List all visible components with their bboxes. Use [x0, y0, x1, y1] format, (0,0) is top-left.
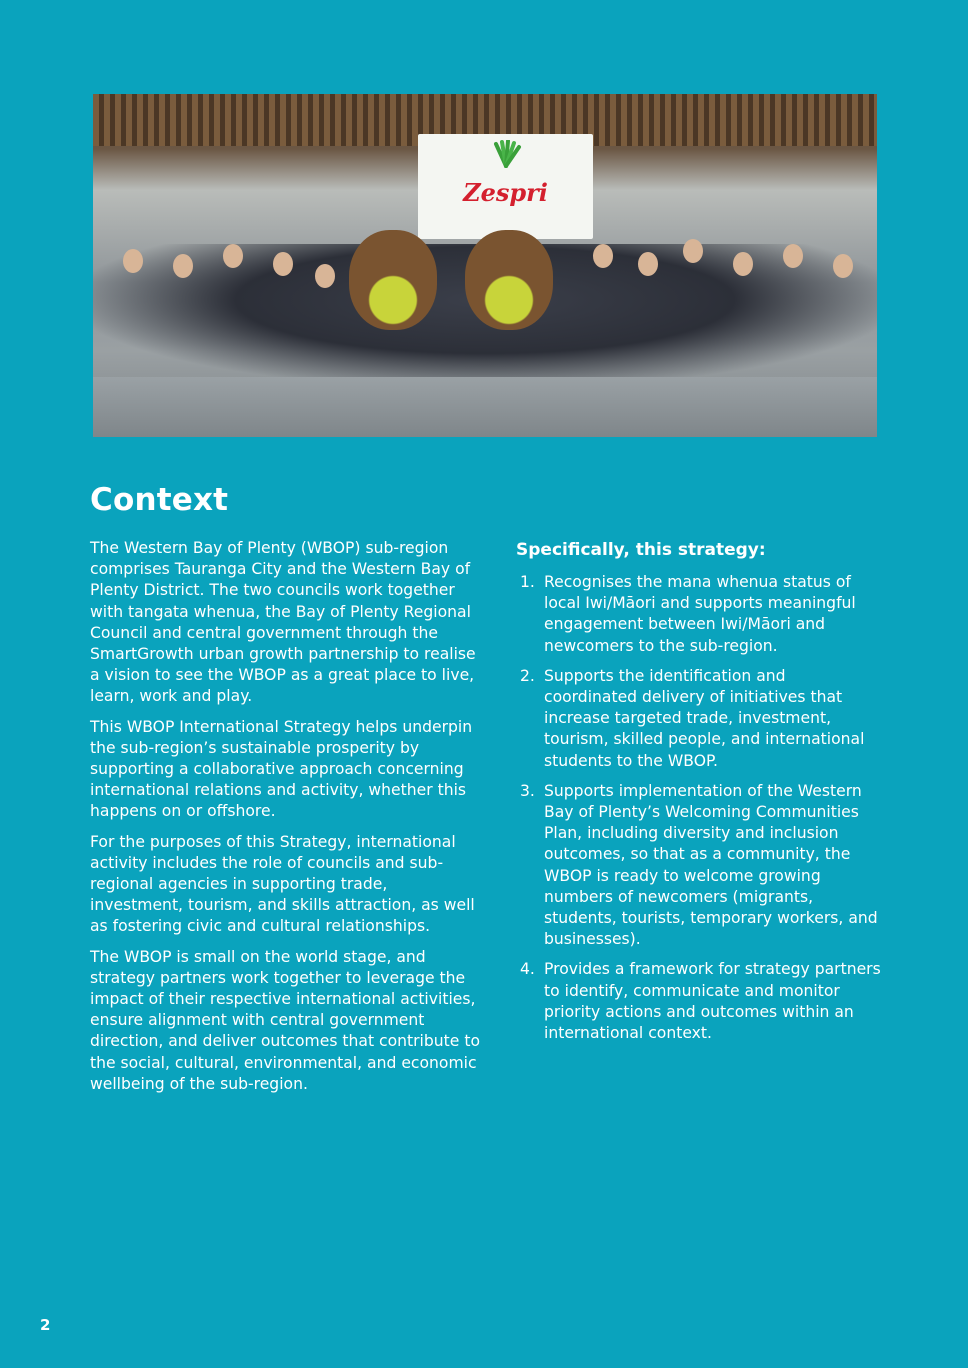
kiwifruit-mascot	[349, 230, 437, 330]
strategy-subheading: Specifically, this strategy:	[516, 540, 766, 560]
page-number: 2	[40, 1316, 51, 1334]
list-text: Supports the identification and coordinated delivery of initiatives that increase targeted trade, investment, tourism, skilled people, and international students to the WBOP.	[544, 666, 865, 770]
context-heading: Context	[90, 482, 229, 518]
context-paragraph: For the purposes of this Strategy, international activity includes the role of councils and sub-regional agencies in supporting trade, investment, tourism, and skills attraction, as well as fostering civic and cultural relationships.	[90, 832, 475, 936]
list-item	[516, 572, 881, 657]
zespri-leaf-icon	[490, 140, 522, 168]
list-number: 1.	[520, 573, 535, 591]
person	[683, 239, 703, 263]
list-text: Provides a framework for strategy partners to identify, communicate and monitor priority actions and outcomes within an international context.	[544, 960, 881, 1043]
person	[223, 244, 243, 268]
person	[638, 252, 658, 276]
list-text: Recognises the mana whenua status of local Iwi/Māori and supports meaningful engagement between Iwi/Māori and newcomers to the sub-region.	[544, 573, 856, 655]
context-paragraph: The Western Bay of Plenty (WBOP) sub-region comprises Tauranga City and the Western Bay of Plenty District. The two councils work together with tangata whenua, the Bay of Plenty Regional Council and central government through the SmartGrowth urban growth partnership to realise a vision to see the WBOP as a great place to live, learn, work and play.	[90, 539, 476, 706]
floor	[93, 377, 877, 437]
context-paragraph: This WBOP International Strategy helps underpin the sub-region’s sustainable prosperity by supporting a collaborative approach concerning international relations and activity, whether this happens on or offshore.	[90, 717, 473, 821]
zespri-screen	[418, 134, 593, 239]
list-number: 4.	[520, 960, 535, 979]
person	[173, 254, 193, 278]
context-paragraph: The WBOP is small on the world stage, and strategy partners work together to leverage the impact of their respective international activities, ensure alignment with central government direction, and deliver outcomes that contribute to the social, cultural, environmental, and economic wellbeing of the sub-region.	[90, 947, 480, 1093]
list-number: 2.	[520, 666, 535, 685]
strategy-list	[516, 572, 881, 1044]
list-item	[516, 959, 881, 1044]
kiwifruit-mascot	[465, 230, 553, 330]
person	[733, 252, 753, 276]
person	[273, 252, 293, 276]
person	[593, 244, 613, 268]
context-body	[90, 538, 485, 1104]
zespri-logo: Zespri	[463, 178, 548, 207]
strategy-section	[516, 538, 881, 1053]
list-text: Supports implementation of the Western Bay of Plenty’s Welcoming Communities Plan, including diversity and inclusion outcomes, so that as a community, the WBOP is ready to welcome growing numbers of newcomers (migrants, students, tourists, temporary workers, and businesses).	[544, 781, 878, 949]
list-item	[516, 781, 881, 951]
list-number: 3.	[520, 781, 535, 800]
person	[783, 244, 803, 268]
list-item	[516, 666, 881, 772]
person	[123, 249, 143, 273]
person	[833, 254, 853, 278]
person	[315, 264, 335, 288]
group-photo	[93, 94, 877, 437]
